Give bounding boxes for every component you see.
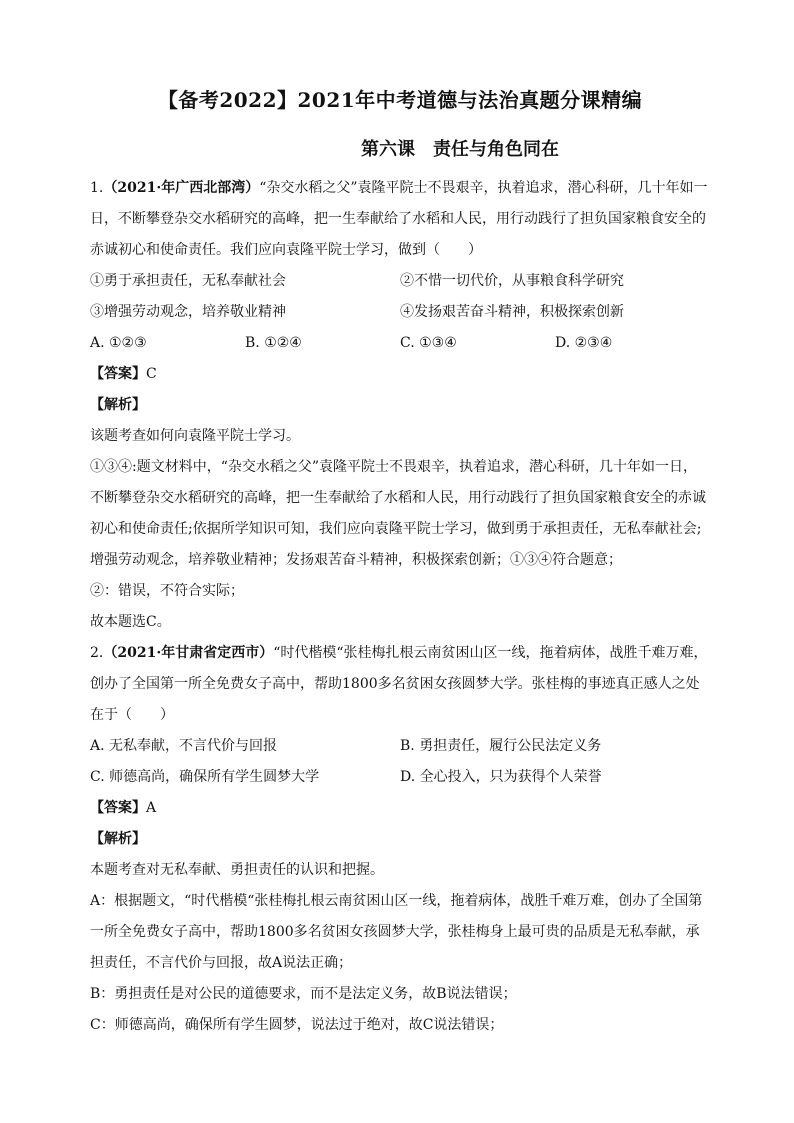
answer-value: C	[146, 366, 157, 382]
question-1-item: ④发扬艰苦奋斗精神，积极探索创新	[400, 304, 624, 320]
question-1-items-row-2	[90, 297, 710, 328]
question-1-number: 1.	[90, 180, 104, 196]
question-2-option-c: C. 师德高尚，确保所有学生圆梦大学	[90, 769, 320, 785]
question-1-item: ①勇于承担责任，无私奉献社会	[90, 273, 286, 289]
question-1-items-row-1	[90, 266, 710, 297]
question-1-option-c: C. ①③④	[400, 335, 457, 351]
answer-label: 【答案】	[90, 800, 146, 816]
question-2-analysis-line: 本题考查对无私奉献、勇担责任的认识和把握。	[90, 862, 384, 878]
answer-value: A	[146, 800, 157, 816]
question-1-analysis-line: 故本题选C。	[90, 614, 171, 630]
question-2-source: （2021·年甘肃省定西市）	[103, 645, 274, 661]
question-2-analysis-line: A：根据题文，“时代楷模“张桂梅扎根云南贫困山区一线，拖着病体，战胜千难万难，创办了全国第一所全免费女子高中，帮助1800多名贫困女孩圆梦大学，张桂梅身上最可贵的品质是无私奉献，承担责任，不言代价与回报，故A说法正确；	[90, 893, 703, 971]
question-2-option-a: A. 无私奉献，不言代价与回报	[90, 738, 278, 754]
question-1-analysis-label: 【解析】	[90, 397, 146, 413]
question-2-text: “时代楷模“张桂梅扎根云南贫困山区一线，拖着病体，战胜千难万难，创办了全国第一所全免费女子高中，帮助1800多名贫困女孩圆梦大学。张桂梅的事迹真正感人之处在于（ ）	[90, 645, 708, 723]
question-1-answer	[90, 359, 710, 390]
question-1-options	[90, 328, 710, 359]
question-2-option-b: B. 勇担责任，履行公民法定义务	[400, 738, 602, 754]
question-1-analysis-line: 该题考查如何向袁隆平院士学习。	[90, 428, 300, 444]
question-1-option-b: B. ①②④	[245, 335, 302, 351]
question-1-analysis-line: ①③④:题文材料中，“杂交水稻之父”袁隆平院士不畏艰辛，执着追求，潜心科研，几十年如一日，不断攀登杂交水稻研究的高峰，把一生奉献给了水稻和人民，用行动践行了担负国家粮食安全的赤诚初心和使命责任;依据所学知识可知，我们应向袁隆平院士学习，做到勇于承担责任，无私奉献社会;增强劳动观念，培养敬业精神；发扬艰苦奋斗精神，积极探索创新；①③④符合题意；	[90, 459, 706, 568]
question-2-analysis-line: B：勇担责任是对公民的道德要求，而不是法定义务，故B说法错误；	[90, 986, 517, 1002]
question-2-options-row-2	[90, 762, 710, 793]
question-1-source: （2021·年广西北部湾）	[103, 180, 260, 196]
question-1-option-a: A. ①②③	[90, 335, 147, 351]
question-1-text: “杂交水稻之父”袁隆平院士不畏艰辛，执着追求，潜心科研，几十年如一日，不断攀登杂交水稻研究的高峰，把一生奉献给了水稻和人民，用行动践行了担负国家粮食安全的赤诚初心和使命责任。我们应向袁隆平院士学习，做到（ ）	[90, 180, 708, 258]
lesson-title: 第六课 责任与角色同在	[361, 139, 559, 160]
question-1-item: ③增强劳动观念，培养敬业精神	[90, 304, 286, 320]
question-2-option-d: D. 全心投入，只为获得个人荣誉	[400, 769, 602, 785]
question-1-stem	[90, 173, 710, 266]
question-1-option-d: D. ②③④	[555, 335, 613, 351]
document-title: 【备考2022】2021年中考道德与法治真题分课精编	[157, 88, 643, 112]
question-1-analysis-line: ②：错误，不符合实际；	[90, 583, 244, 599]
question-2-stem	[90, 638, 710, 731]
question-1-item: ②不惜一切代价，从事粮食科学研究	[400, 273, 624, 289]
question-2-analysis-line: C：师德高尚，确保所有学生圆梦，说法过于绝对，故C说法错误；	[90, 1017, 504, 1033]
answer-label: 【答案】	[90, 366, 146, 382]
question-2-analysis-label: 【解析】	[90, 831, 146, 847]
question-1	[90, 173, 710, 638]
question-2	[90, 638, 710, 1041]
question-2-number: 2.	[90, 645, 104, 661]
question-2-options-row-1	[90, 731, 710, 762]
question-2-answer	[90, 793, 710, 824]
